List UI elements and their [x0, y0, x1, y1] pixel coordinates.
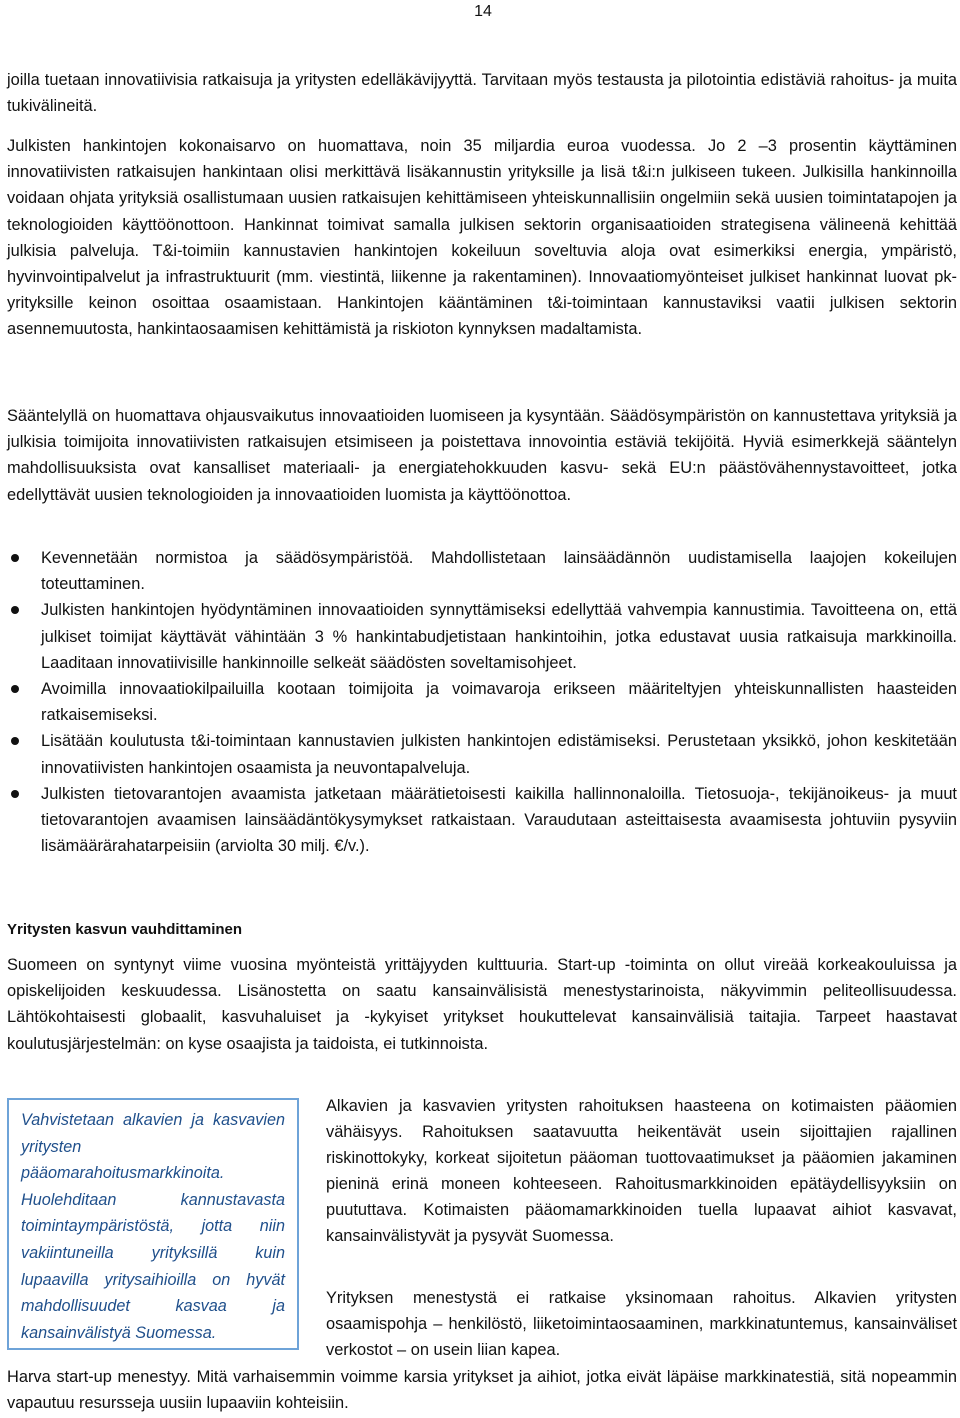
- paragraph-intro: joilla tuetaan innovatiivisia ratkaisuja ja yritysten edelläkävijyyttä. Tarvitaan myös testausta ja pilotointia edistäviä rahoitus- ja muita tukivälineitä.: [7, 71, 957, 116]
- paragraph-startup-culture: Suomeen on syntynyt viime vuosina myönteistä yrittäjyyden kulttuuria. Start-up -toiminta on ollut vireää korkeakouluissa ja opiskelijoiden keskuudessa. Lisänostetta on saatu kansainvälisistä menestystarinoista, näkyvimmin peliteollisuudessa. Lähtökohtaisesti globaalit, kasvuhaluiset ja -kykyiset yritykset houkuttelevat kansainvälisiä taitajia. Tarpeet haastavat koulutusjärjestelmän: on kyse osaajista ja taidoista, ei tutkinnoista.: [7, 956, 957, 1053]
- list-item-text: Lisätään koulutusta t&i-toimintaan kannustavien julkisten hankintojen edistämiseksi. Perustetaan yksikkö, johon keskitetään innovatiivisten hankintojen osaamista ja neuvontapalveluja.: [41, 732, 957, 777]
- list-item-text: Julkisten tietovarantojen avaamista jatketaan määrätietoisesti kaikilla hallinnonaloilla. Tietosuoja-, tekijänoikeus- ja muut tietovarantojen avaamisen lainsäädäntökysymykset ratkaistaan. Varaudutaan asteittaisesta avaamisesta johtuviin pysyviin lisämäärärahatarpeisiin (arviolta 30 milj. €/v.).: [41, 784, 957, 856]
- bullet-icon: [11, 728, 21, 754]
- bullet-icon: [11, 676, 21, 702]
- paragraph-regulation: Sääntelyllä on huomattava ohjausvaikutus innovaatioiden luomiseen ja kysyntään. Säädösympäristön on kannustettava yrityksiä ja julkisia toimijoita innovatiivisten ratkaisujen etsimiseen ja poistettava innovointia estäviä tekijöitä. Hyviä esimerkkejä sääntelyn mahdollisuuksista ovat kansalliset materiaali- ja energiatehokkuuden kasvu- sekä EU:n päästövähennystavoitteet, jotka edellyttävät uusien teknologioiden ja innovaatioiden luomista ja käyttöönottoa.: [7, 407, 957, 504]
- page-number: 14: [474, 3, 492, 20]
- paragraph-market-test: Harva start-up menestyy. Mitä varhaisemmin voimme karsia yritykset ja aihiot, jotka eivät läpäise markkinatestiä, sitä nopeammin vapautuu resursseja uusiin lupaaviin kohteisiin.: [7, 1368, 957, 1413]
- paragraph-public-procurement: Julkisten hankintojen kokonaisarvo on huomattava, noin 35 miljardia euroa vuodessa. Jo 2 –3 prosentin käyttäminen innovatiivisten ratkaisujen hankintaan olisi merkittävä lisäkannustin yrityksille ja lisä t&i:n julkiseen tukeen. Julkisilla hankinnoilla voidaan ohjata yrityksiä osallistumaan uusien ratkaisujen kehittämiseen yhteiskunnallisiin ongelmiin sekä uusien toimintatapojen ja teknologioiden käyttöönottoon. Hankinnat toimivat samalla julkisen sektorin organisaatioiden strategisena välineenä kehittää julkisia palveluja. T&i-toimiin kannustavien hankintojen kokeiluun soveltuvia aloja ovat esimerkiksi energia, ympäristö, hyvinvointipalvelut ja infrastruktuurit (mm. viestintä, liikenne ja rakentaminen). Innovaatiomyönteiset julkiset hankinnat luovat pk-yrityksille keinon osoittaa osaamistaan. Hankintojen kääntäminen t&i-toimintaan kannustaviksi vaatii julkisen sektorin asennemuutosta, hankintaosaamisen kehittämistä ja riskioton kynnyksen madaltamista.: [7, 137, 957, 339]
- paragraph-funding: Alkavien ja kasvavien yritysten rahoituksen haasteena on kotimaisten pääomien vähäisyys. Rahoituksen saatavuutta heikentävät usein sijoittajien rajallinen riskinottokyky, korkeat sijoitetun pääoman tuottovaatimukset ja pääomien jakaminen pieninä erinä moneen kohteeseen. Rahoitusmarkkinoiden epätäydellisyyksiin on puututtava. Kotimaisten pääomamarkkinoiden tuella lupaavat aihiot kasvavat, kansainvälistyvät ja pysyvät Suomessa.: [326, 1097, 957, 1245]
- paragraph-competence: Yrityksen menestystä ei ratkaise yksinomaan rahoitus. Alkavien yritysten osaamispohja – henkilöstö, liiketoimintaosaaminen, markkinatuntemus, kansainväliset verkostot – on usein liian kapea.: [326, 1289, 957, 1359]
- bullet-icon: [11, 597, 21, 623]
- list-item: [7, 545, 957, 597]
- bullet-icon: [11, 545, 21, 571]
- highlight-box-text: Vahvistetaan alkavien ja kasvavien yritysten pääomarahoitusmarkkinoita. Huolehditaan kannustavasta toimintaympäristöstä, jotta niin vakiintuneilla yrityksillä kuin lupaavilla yritysaihioilla on hyvät mahdollisuudet kasvaa ja kansainvälistyä Suomessa.: [21, 1111, 285, 1342]
- bullet-list: [7, 545, 957, 859]
- list-item: [7, 676, 957, 728]
- list-item-text: Avoimilla innovaatiokilpailuilla kootaan toimijoita ja voimavaroja erikseen määriteltyjen yhteiskunnallisten haasteiden ratkaisemiseksi.: [41, 680, 957, 725]
- list-item: [7, 781, 957, 860]
- bullet-icon: [11, 781, 21, 807]
- section-heading: Yritysten kasvun vauhdittaminen: [7, 921, 243, 938]
- list-item: [7, 597, 957, 676]
- list-item: [7, 728, 957, 780]
- list-item-text: Kevennetään normistoa ja säädösympäristöä. Mahdollistetaan lainsäädännön uudistamisella laajojen kokeilujen toteuttaminen.: [41, 549, 957, 594]
- highlight-box: [7, 1098, 299, 1350]
- list-item-text: Julkisten hankintojen hyödyntäminen innovaatioiden synnyttämiseksi edellyttää vahvempia kannustimia. Tavoitteena on, että julkiset toimijat käyttävät vähintään 3 % hankintabudjetistaan hankintoihin, jotka edustavat uusia ratkaisuja markkinoilla. Laaditaan innovatiivisille hankinnoille selkeät säädösten soveltamisohjeet.: [41, 601, 957, 672]
